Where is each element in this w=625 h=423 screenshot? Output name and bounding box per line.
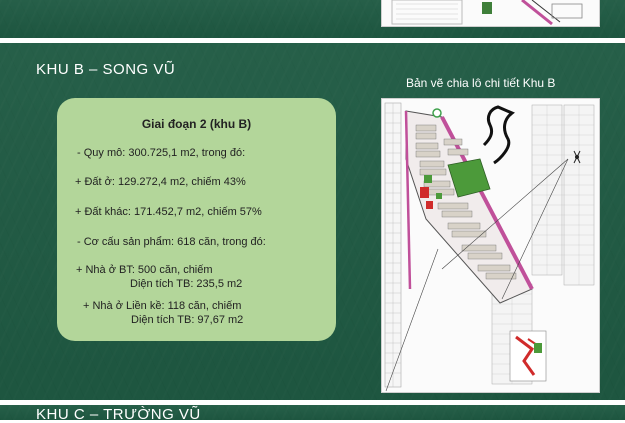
map-caption: Bản vẽ chia lô chi tiết Khu B — [406, 76, 556, 90]
info-line: + Đất khác: 171.452,7 m2, chiếm 57% — [75, 206, 262, 218]
info-line: + Nhà ở BT: 500 căn, chiếm — [76, 264, 213, 276]
info-line: - Cơ cấu sản phẩm: 618 căn, trong đó: — [77, 236, 266, 248]
info-line: + Đất ở: 129.272,4 m2, chiếm 43% — [75, 176, 246, 188]
info-line: + Nhà ở Liền kề: 118 căn, chiếm — [83, 300, 242, 312]
info-box — [57, 98, 336, 341]
boundary-line — [484, 107, 512, 163]
info-line: - Quy mô: 300.725,1 m2, trong đó: — [77, 147, 246, 159]
previous-map-drawing — [382, 0, 599, 26]
inset-map — [510, 331, 546, 381]
site-plan — [406, 109, 532, 303]
subdivision-map-drawing — [382, 99, 599, 392]
info-line: Diện tích TB: 97,67 m2 — [131, 314, 244, 326]
lot-table-left — [385, 103, 401, 387]
previous-map-thumbnail — [381, 0, 600, 27]
khu-b-slide — [0, 43, 625, 400]
previous-slide — [0, 0, 625, 38]
info-line: Diện tích TB: 235,5 m2 — [130, 278, 243, 290]
section-title: KHU B – SONG VŨ — [36, 61, 176, 78]
subdivision-map — [381, 98, 600, 393]
next-slide — [0, 405, 625, 423]
info-heading: Giai đoạn 2 (khu B) — [141, 117, 252, 131]
section-title: KHU C – TRƯỜNG VŨ — [36, 406, 201, 423]
